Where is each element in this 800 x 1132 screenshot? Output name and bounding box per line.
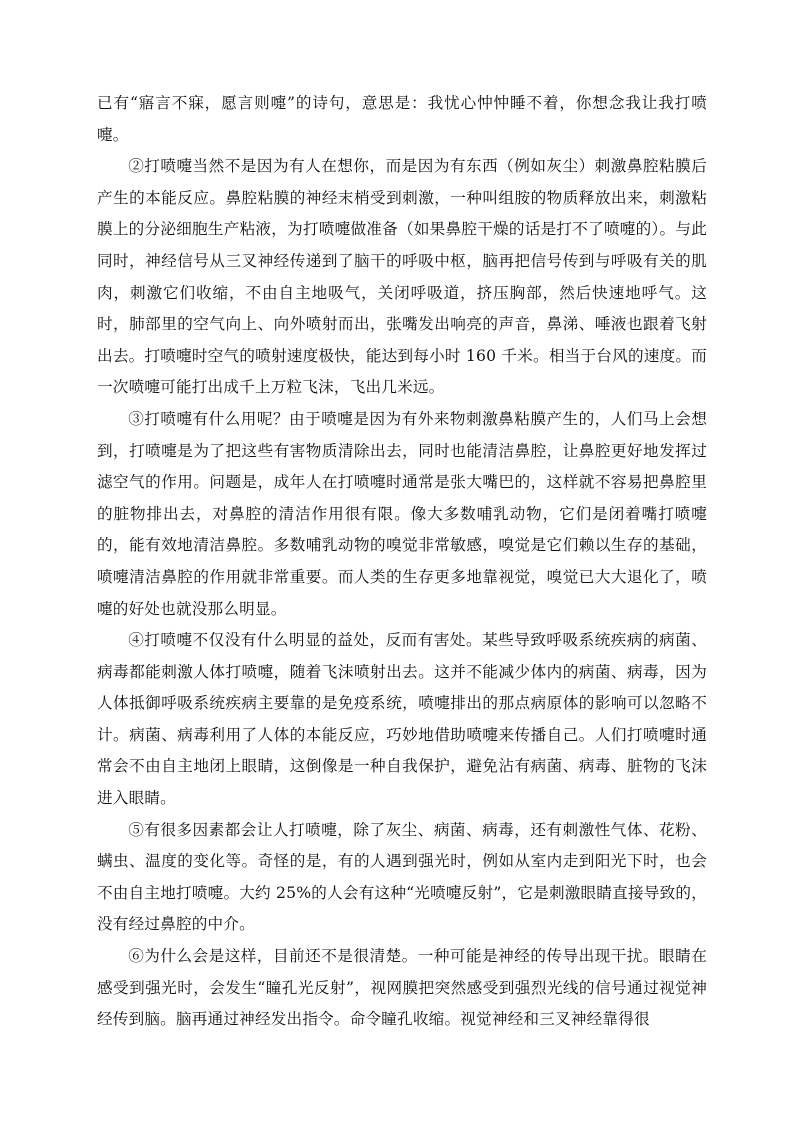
paragraph-3: ③打喷嚏有什么用呢？由于喷嚏是因为有外来物刺激鼻粘膜产生的，人们马上会想到，打喷嚏是为了把这些有害物质清除出去，同时也能清洁鼻腔，让鼻腔更好地发挥过滤空气的作用。问题是，成年人在打喷嚏时通常是张大嘴巴的，这样就不容易把鼻腔里的脏物排出去，对鼻腔的清洁作用很有限。像大多数哺乳动物，它们是闭着嘴打喷嚏的，能有效地清洁鼻腔。多数哺乳动物的嗅觉非常敏感，嗅觉是它们赖以生存的基础，喷嚏清洁鼻腔的作用就非常重要。而人类的生存更多地靠视觉，嗅觉已大大退化了，喷嚏的好处也就没那么明显。 [97,409,707,618]
article-body [97,88,707,1036]
paragraph-5: ⑤有很多因素都会让人打喷嚏，除了灰尘、病菌、病毒，还有刺激性气体、花粉、螨虫、温度的变化等。奇怪的是，有的人遇到强光时，例如从室内走到阳光下时，也会不由自主地打喷嚏。大约 25%的人会有这种“光喷嚏反射”，它是刺激眼睛直接导致的，没有经过鼻腔的中介。 [97,820,707,934]
paragraph-continuation: 已有“寤言不寐，愿言则嚏”的诗句，意思是：我忧心忡忡睡不着，你想念我让我打喷嚏。 [97,94,707,144]
paragraph-6: ⑥为什么会是这样，目前还不是很清楚。一种可能是神经的传导出现干扰。眼睛在感受到强光时，会发生“瞳孔光反射”，视网膜把突然感受到强烈光线的信号通过视觉神经传到脑。脑再通过神经发出指令。命令瞳孔收缩。视觉神经和三叉神经靠得很 [97,947,707,1029]
paragraph-4: ④打喷嚏不仅没有什么明显的益处，反而有害处。某些导致呼吸系统疾病的病菌、病毒都能刺激人体打喷嚏，随着飞沫喷射出去。这并不能减少体内的病菌、病毒，因为人体抵御呼吸系统疾病主要靠的是免疫系统，喷嚏排出的那点病原体的影响可以忽略不计。病菌、病毒利用了人体的本能反应，巧妙地借助喷嚏来传播自己。人们打喷嚏时通常会不由自主地闭上眼睛，这倒像是一种自我保护，避免沾有病菌、病毒、脏物的飞沫进入眼睛。 [97,631,707,808]
paragraph-2: ②打喷嚏当然不是因为有人在想你，而是因为有东西（例如灰尘）刺激鼻腔粘膜后产生的本能反应。鼻腔粘膜的神经末梢受到刺激，一种叫组胺的物质释放出来，刺激粘膜上的分泌细胞生产粘液，为打喷嚏做准备（如果鼻腔干燥的话是打不了喷嚏的）。与此同时，神经信号从三叉神经传递到了脑干的呼吸中枢，脑再把信号传到与呼吸有关的肌肉，刺激它们收缩，不由自主地吸气，关闭呼吸道，挤压胸部，然后快速地呼气。这时，肺部里的空气向上、向外喷射而出，张嘴发出响亮的声音，鼻涕、唾液也跟着飞射出去。打喷嚏时空气的喷射速度极快，能达到每小时 160 千米。相当于台风的速度。而一次喷嚏可能打出成千上万粒飞沫，飞出几米远。 [97,157,707,397]
